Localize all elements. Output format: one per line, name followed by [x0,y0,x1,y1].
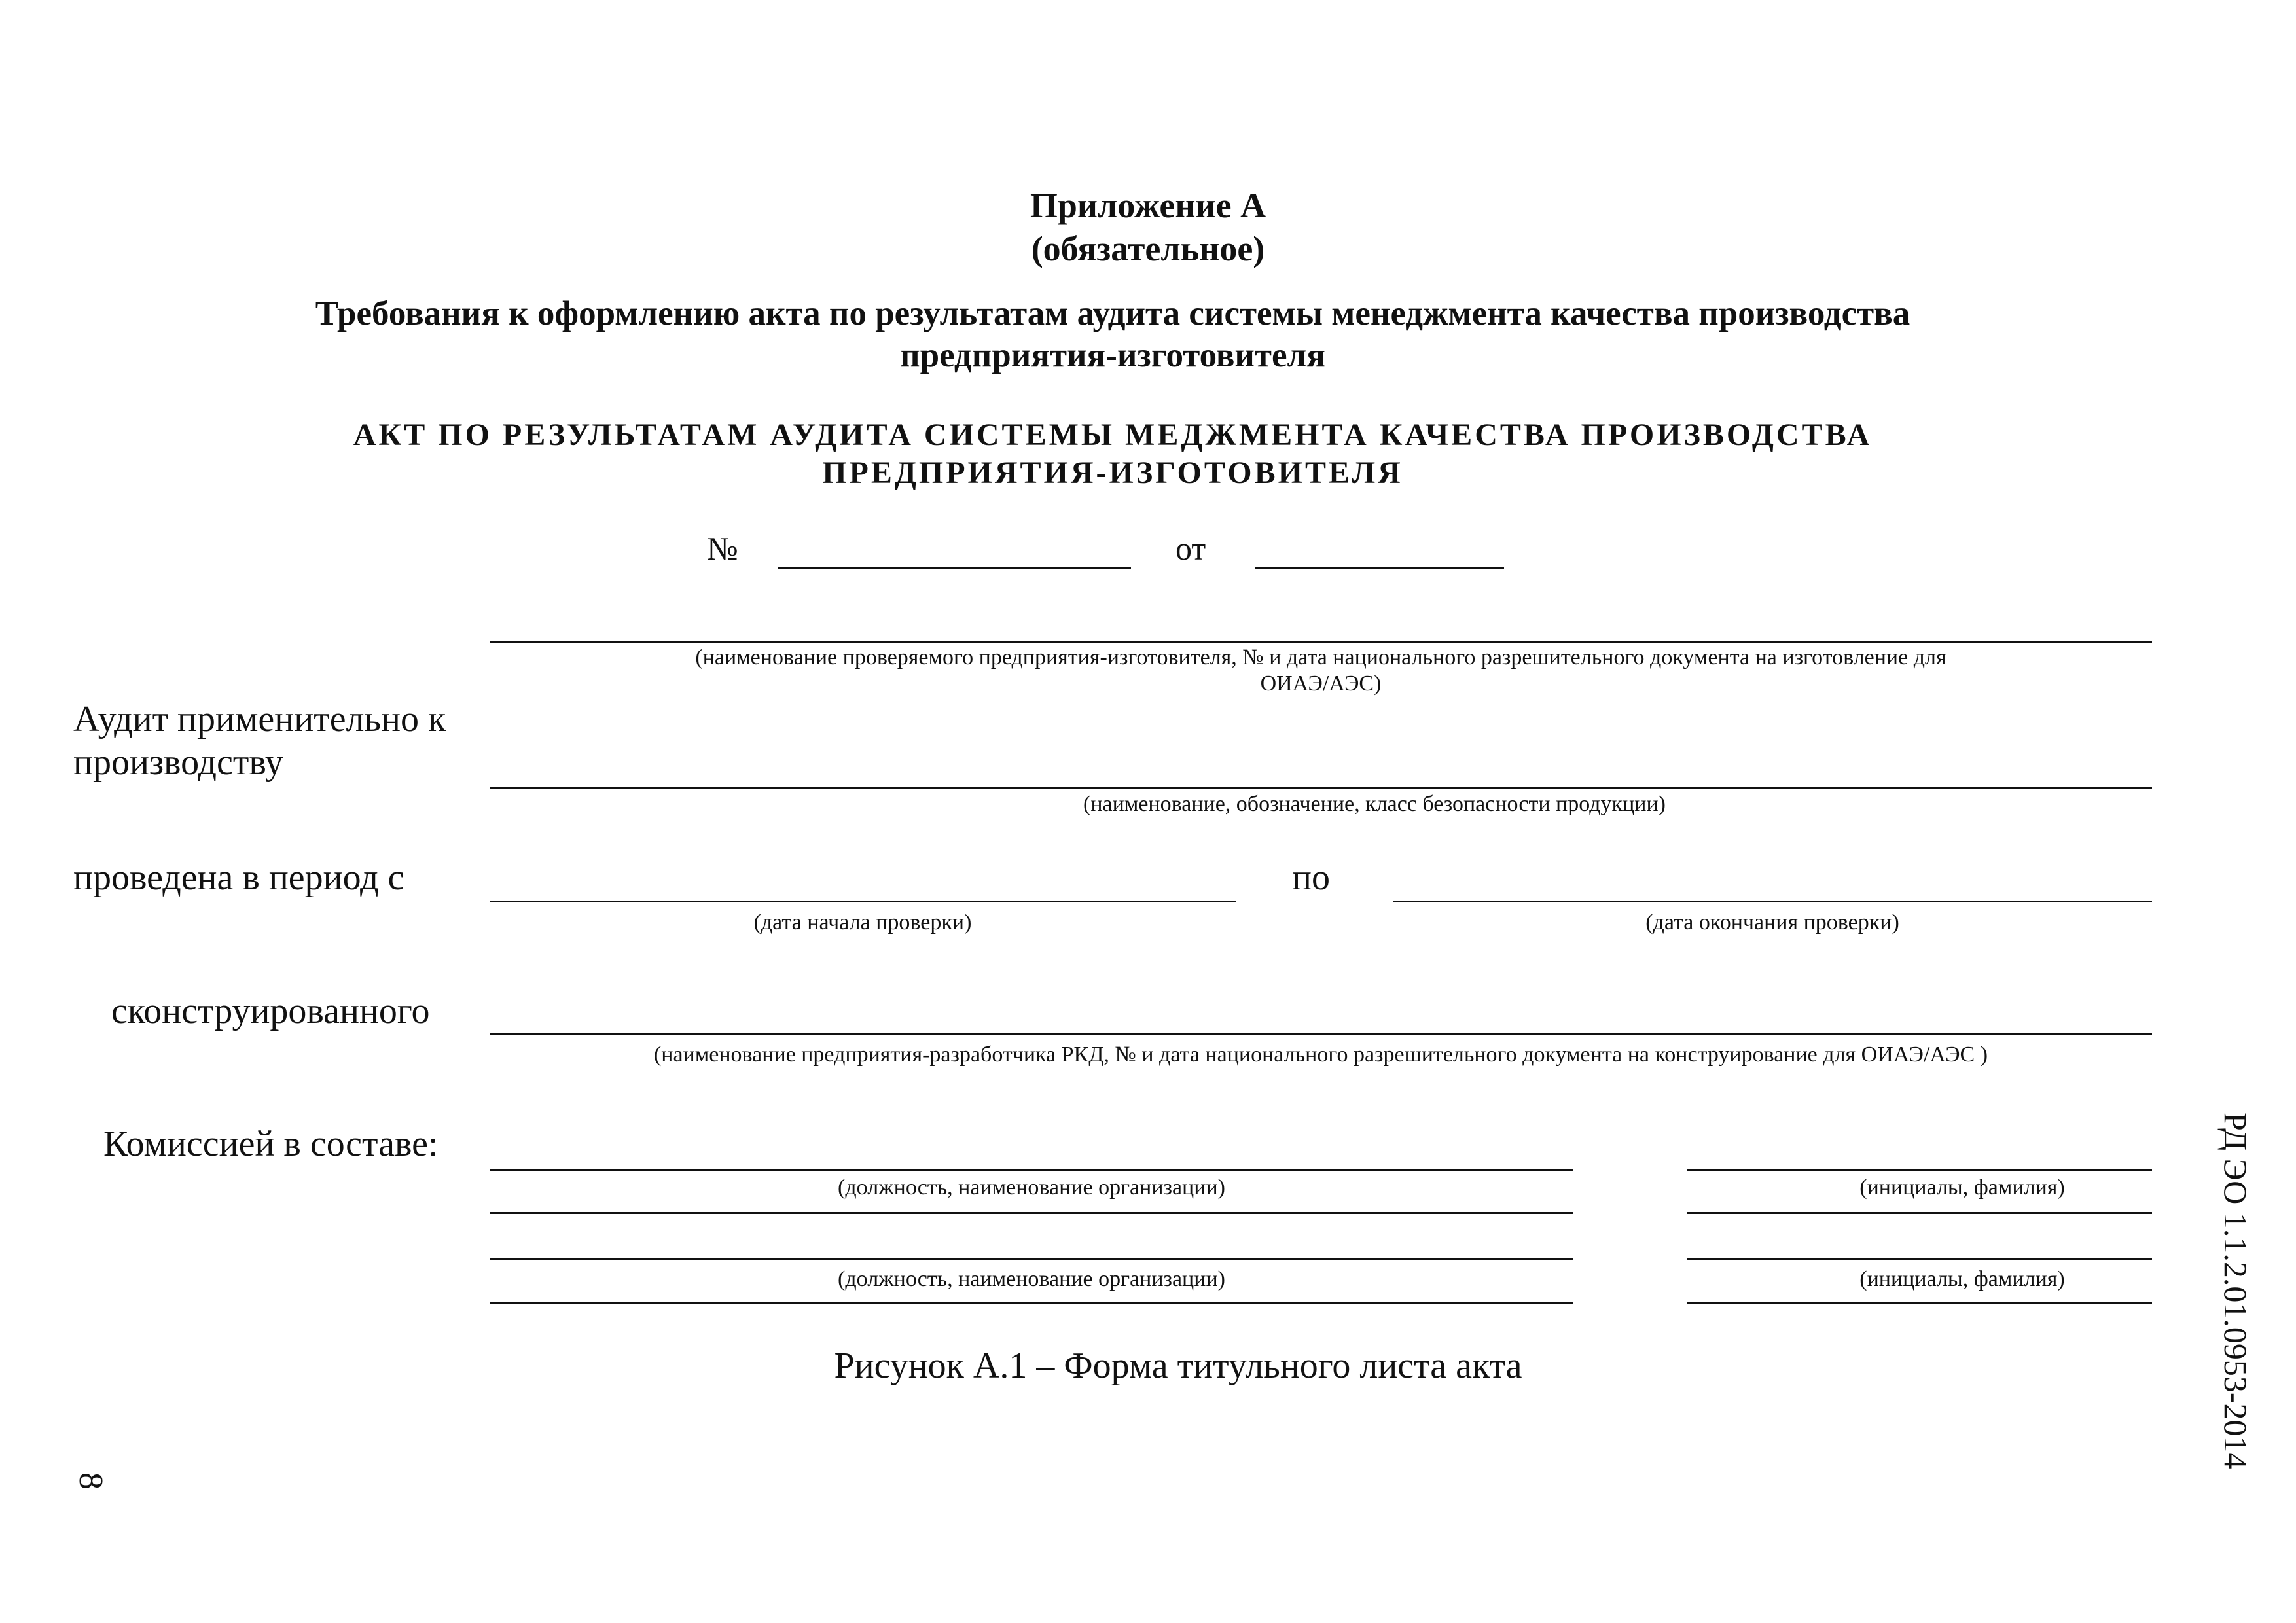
commission-label: Комиссией в составе: [103,1124,439,1164]
name-caption-2: (инициалы, фамилия) [1859,1267,2065,1291]
requirements-heading-line1: Требования к оформлению акта по результатам аудита системы менеджмента качества производства [315,294,1910,332]
requirements-heading-line2: предприятия-изготовителя [900,336,1325,374]
member1-underline [490,1212,1573,1214]
designer-field[interactable] [490,1033,2152,1035]
end-date-caption: (дата окончания проверки) [1645,910,1899,935]
number-field[interactable] [778,567,1131,569]
member2-position-field[interactable] [490,1258,1573,1260]
position-caption-2: (должность, наименование организации) [838,1267,1225,1291]
member1-position-field[interactable] [490,1169,1573,1171]
start-date-caption: (дата начала проверки) [753,910,972,935]
product-caption: (наименование, обозначение, класс безопасности продукции) [1083,792,1666,816]
period-label: проведена в период с [73,857,404,898]
date-label: от [1175,530,1206,567]
audit-label-line2: производству [73,742,283,783]
enterprise-caption-line2: ОИАЭ/АЭС) [1260,671,1382,696]
member1-name-underline [1687,1212,2152,1214]
number-label: № [707,530,738,567]
designer-caption: (наименование предприятия-разработчика РКД, № и дата национального разрешительного документа на конструирование для ОИАЭ/АЭС ) [653,1043,1988,1067]
member2-name-field[interactable] [1687,1258,2152,1260]
member2-name-underline [1687,1302,2152,1304]
designed-label: сконструированного [111,991,430,1031]
period-to-label: по [1292,857,1330,898]
figure-caption: Рисунок А.1 – Форма титульного листа акта [834,1346,1522,1386]
page-number: 8 [72,1472,109,1489]
start-date-field[interactable] [490,901,1236,902]
act-title-line2: ПРЕДПРИЯТИЯ-ИЗГОТОВИТЕЛЯ [822,455,1403,490]
end-date-field[interactable] [1393,901,2152,902]
doc-code: РД ЭО 1.1.2.01.0953-2014 [2217,1113,2254,1469]
enterprise-field[interactable] [490,641,2152,643]
name-caption-1: (инициалы, фамилия) [1859,1175,2065,1200]
appendix-title: Приложение А [1030,186,1266,225]
appendix-status: (обязательное) [1031,229,1265,268]
date-field[interactable] [1255,567,1504,569]
audit-label-line1: Аудит применительно к [73,699,446,740]
position-caption-1: (должность, наименование организации) [838,1175,1225,1200]
product-field[interactable] [490,787,2152,789]
enterprise-caption-line1: (наименование проверяемого предприятия-изготовителя, № и дата национального разрешительного документа на изготовление для [695,645,1946,669]
member1-name-field[interactable] [1687,1169,2152,1171]
member2-underline [490,1302,1573,1304]
act-title-line1: АКТ ПО РЕЗУЛЬТАТАМ АУДИТА СИСТЕМЫ МЕДЖМЕНТА КАЧЕСТВА ПРОИЗВОДСТВА [353,418,1873,452]
